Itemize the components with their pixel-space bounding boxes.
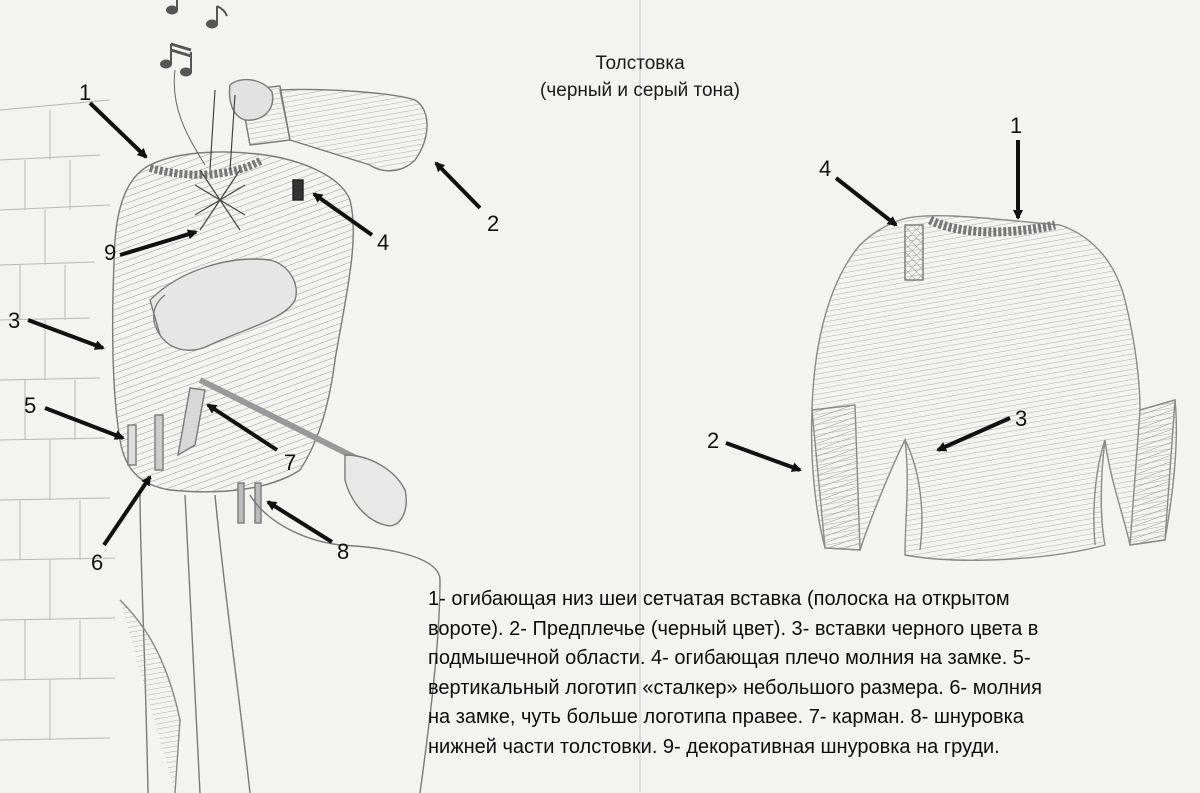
page-title <box>490 50 790 104</box>
legend-description <box>428 585 1198 763</box>
brick-wall <box>0 100 115 740</box>
legend-line-5: на замке, чуть больше логотипа правее. 7- карман. 8- шнуровка <box>428 706 1024 729</box>
arrow-r2 <box>726 443 800 470</box>
arrow-3 <box>28 320 103 348</box>
arrow-2 <box>436 163 480 208</box>
arrow-r4 <box>836 178 896 225</box>
figure-front-view <box>113 70 440 793</box>
label-8: 8 <box>337 539 350 564</box>
label-1: 1 <box>79 80 92 105</box>
label-6: 6 <box>91 550 104 575</box>
sweatshirt-back-view <box>812 216 1177 560</box>
label-2: 2 <box>487 211 500 236</box>
arrow-5 <box>45 408 123 438</box>
label-9: 9 <box>104 240 117 265</box>
label-7: 7 <box>284 450 297 475</box>
arrow-1 <box>90 103 146 157</box>
label-right-4: 4 <box>819 156 832 181</box>
legend-line-2: вороте). 2- Предплечье (черный цвет). 3- вставки черного цвета в <box>428 617 1039 640</box>
label-right-1: 1 <box>1010 113 1023 138</box>
legend-line-1: 1- огибающая низ шеи сетчатая вставка (полоска на открытом <box>428 588 1010 610</box>
legend-line-6: нижней части толстовки. 9- декоративная шнуровка на груди. <box>428 735 1000 758</box>
title-line-1: Толстовка <box>595 53 685 74</box>
arrow-6 <box>104 477 150 545</box>
legend-line-3: подмышечной области. 4- огибающая плечо молния на замке. 5- <box>428 647 1031 670</box>
music-notes-icon <box>161 0 227 76</box>
label-5: 5 <box>24 393 37 418</box>
label-right-3: 3 <box>1015 406 1028 431</box>
label-3: 3 <box>8 308 21 333</box>
label-right-2: 2 <box>707 428 720 453</box>
label-4: 4 <box>377 230 390 255</box>
legend-line-4: вертикальный логотип «сталкер» небольшого размера. 6- молния <box>428 676 1042 699</box>
title-line-2: (черный и серый тона) <box>540 80 740 101</box>
